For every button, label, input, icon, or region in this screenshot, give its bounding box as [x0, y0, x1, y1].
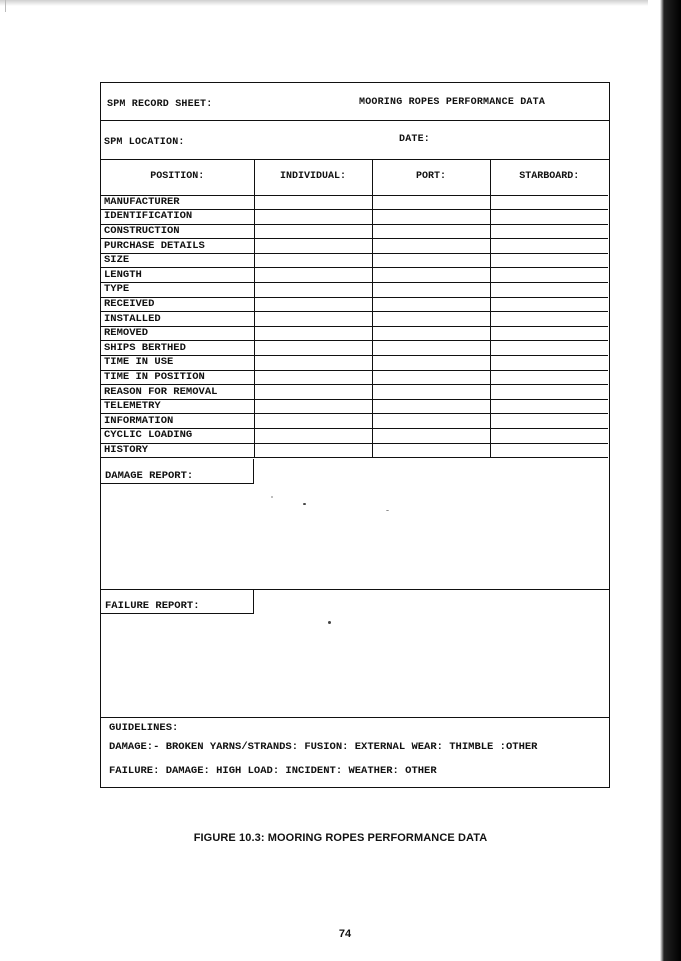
cell-individual[interactable]	[254, 399, 372, 414]
row-label: RECEIVED	[101, 297, 254, 312]
damage-report-section	[101, 459, 609, 590]
record-sheet-label: SPM RECORD SHEET:	[107, 99, 213, 110]
cell-starboard[interactable]	[490, 443, 608, 458]
sheet-header-row	[101, 83, 609, 121]
guidelines-failure-line: FAILURE: DAMAGE: HIGH LOAD: INCIDENT: WEATHER: OTHER	[109, 765, 437, 777]
row-label: INFORMATION	[101, 414, 254, 429]
cell-starboard[interactable]	[490, 356, 608, 371]
page-number: 74	[338, 928, 352, 940]
cell-port[interactable]	[372, 385, 490, 400]
table-row	[101, 443, 608, 458]
cell-port[interactable]	[372, 443, 490, 458]
row-label: SHIPS BERTHED	[101, 341, 254, 356]
scan-shadow-right	[648, 0, 681, 961]
table-row	[101, 195, 608, 210]
row-label: INSTALLED	[101, 312, 254, 327]
cell-individual[interactable]	[254, 297, 372, 312]
cell-port[interactable]	[372, 414, 490, 429]
row-label: IDENTIFICATION	[101, 210, 254, 225]
cell-individual[interactable]	[254, 429, 372, 444]
cell-individual[interactable]	[254, 356, 372, 371]
cell-starboard[interactable]	[490, 341, 608, 356]
location-row	[101, 120, 609, 160]
cell-port[interactable]	[372, 268, 490, 283]
table-row	[101, 253, 608, 268]
row-label: LENGTH	[101, 268, 254, 283]
cell-individual[interactable]	[254, 268, 372, 283]
table-row	[101, 312, 608, 327]
cell-starboard[interactable]	[490, 297, 608, 312]
cell-starboard[interactable]	[490, 399, 608, 414]
table-row	[101, 210, 608, 225]
rope-data-table	[101, 159, 608, 458]
cell-individual[interactable]	[254, 239, 372, 254]
cell-starboard[interactable]	[490, 429, 608, 444]
row-label: TIME IN USE	[101, 356, 254, 371]
sheet-title: MOORING ROPES PERFORMANCE DATA	[359, 97, 546, 108]
cell-starboard[interactable]	[490, 283, 608, 298]
column-header-position: POSITION:	[101, 159, 254, 195]
cell-starboard[interactable]	[490, 312, 608, 327]
cell-starboard[interactable]	[490, 239, 608, 254]
cell-port[interactable]	[372, 399, 490, 414]
column-header-individual: INDIVIDUAL:	[254, 159, 372, 195]
cell-starboard[interactable]	[490, 195, 608, 210]
scan-shadow-top	[0, 0, 681, 6]
damage-report-label: DAMAGE REPORT:	[101, 459, 254, 484]
cell-starboard[interactable]	[490, 210, 608, 225]
table-row	[101, 224, 608, 239]
cell-port[interactable]	[372, 370, 490, 385]
cell-individual[interactable]	[254, 195, 372, 210]
cell-port[interactable]	[372, 195, 490, 210]
failure-report-section	[101, 589, 609, 718]
table-row	[101, 268, 608, 283]
cell-starboard[interactable]	[490, 370, 608, 385]
cell-starboard[interactable]	[490, 253, 608, 268]
column-header-port: PORT:	[372, 159, 490, 195]
cell-port[interactable]	[372, 356, 490, 371]
cell-starboard[interactable]	[490, 414, 608, 429]
cell-port[interactable]	[372, 429, 490, 444]
cell-individual[interactable]	[254, 210, 372, 225]
row-label: TYPE	[101, 283, 254, 298]
table-row	[101, 239, 608, 254]
table-row	[101, 429, 608, 444]
cell-port[interactable]	[372, 224, 490, 239]
cell-individual[interactable]	[254, 370, 372, 385]
cell-port[interactable]	[372, 283, 490, 298]
row-label: CYCLIC LOADING	[101, 429, 254, 444]
cell-individual[interactable]	[254, 443, 372, 458]
cell-individual[interactable]	[254, 224, 372, 239]
cell-individual[interactable]	[254, 385, 372, 400]
table-row	[101, 341, 608, 356]
row-label: SIZE	[101, 253, 254, 268]
table-header-row	[101, 159, 608, 195]
cell-individual[interactable]	[254, 283, 372, 298]
table-row	[101, 399, 608, 414]
figure-caption: FIGURE 10.3: MOORING ROPES PERFORMANCE DATA	[193, 832, 488, 844]
cell-port[interactable]	[372, 312, 490, 327]
cell-individual[interactable]	[254, 253, 372, 268]
cell-individual[interactable]	[254, 312, 372, 327]
row-label: MANUFACTURER	[101, 195, 254, 210]
row-label: PURCHASE DETAILS	[101, 239, 254, 254]
table-row	[101, 326, 608, 341]
table-row	[101, 414, 608, 429]
cell-port[interactable]	[372, 253, 490, 268]
table-row	[101, 283, 608, 298]
row-label: CONSTRUCTION	[101, 224, 254, 239]
guidelines-section	[101, 717, 609, 787]
row-label: REMOVED	[101, 326, 254, 341]
cell-starboard[interactable]	[490, 224, 608, 239]
cell-starboard[interactable]	[490, 326, 608, 341]
cell-port[interactable]	[372, 326, 490, 341]
scan-mark	[5, 0, 6, 12]
failure-report-label: FAILURE REPORT:	[101, 589, 254, 614]
row-label: REASON FOR REMOVAL	[101, 385, 254, 400]
cell-port[interactable]	[372, 341, 490, 356]
cell-port[interactable]	[372, 239, 490, 254]
cell-individual[interactable]	[254, 326, 372, 341]
row-label: HISTORY	[101, 443, 254, 458]
table-row	[101, 356, 608, 371]
cell-individual[interactable]	[254, 341, 372, 356]
table-row	[101, 370, 608, 385]
row-label: TIME IN POSITION	[101, 370, 254, 385]
cell-port[interactable]	[372, 297, 490, 312]
cell-starboard[interactable]	[490, 385, 608, 400]
spm-location-label: SPM LOCATION:	[104, 137, 185, 148]
row-label: TELEMETRY	[101, 399, 254, 414]
cell-port[interactable]	[372, 210, 490, 225]
table-row	[101, 297, 608, 312]
table-row	[101, 385, 608, 400]
date-label: DATE:	[399, 134, 431, 145]
cell-starboard[interactable]	[490, 268, 608, 283]
guidelines-title: GUIDELINES:	[109, 722, 179, 734]
record-sheet-form	[100, 82, 610, 788]
guidelines-damage-line: DAMAGE:- BROKEN YARNS/STRANDS: FUSION: EXTERNAL WEAR: THIMBLE :OTHER	[109, 741, 538, 753]
cell-individual[interactable]	[254, 414, 372, 429]
column-header-starboard: STARBOARD:	[490, 159, 608, 195]
